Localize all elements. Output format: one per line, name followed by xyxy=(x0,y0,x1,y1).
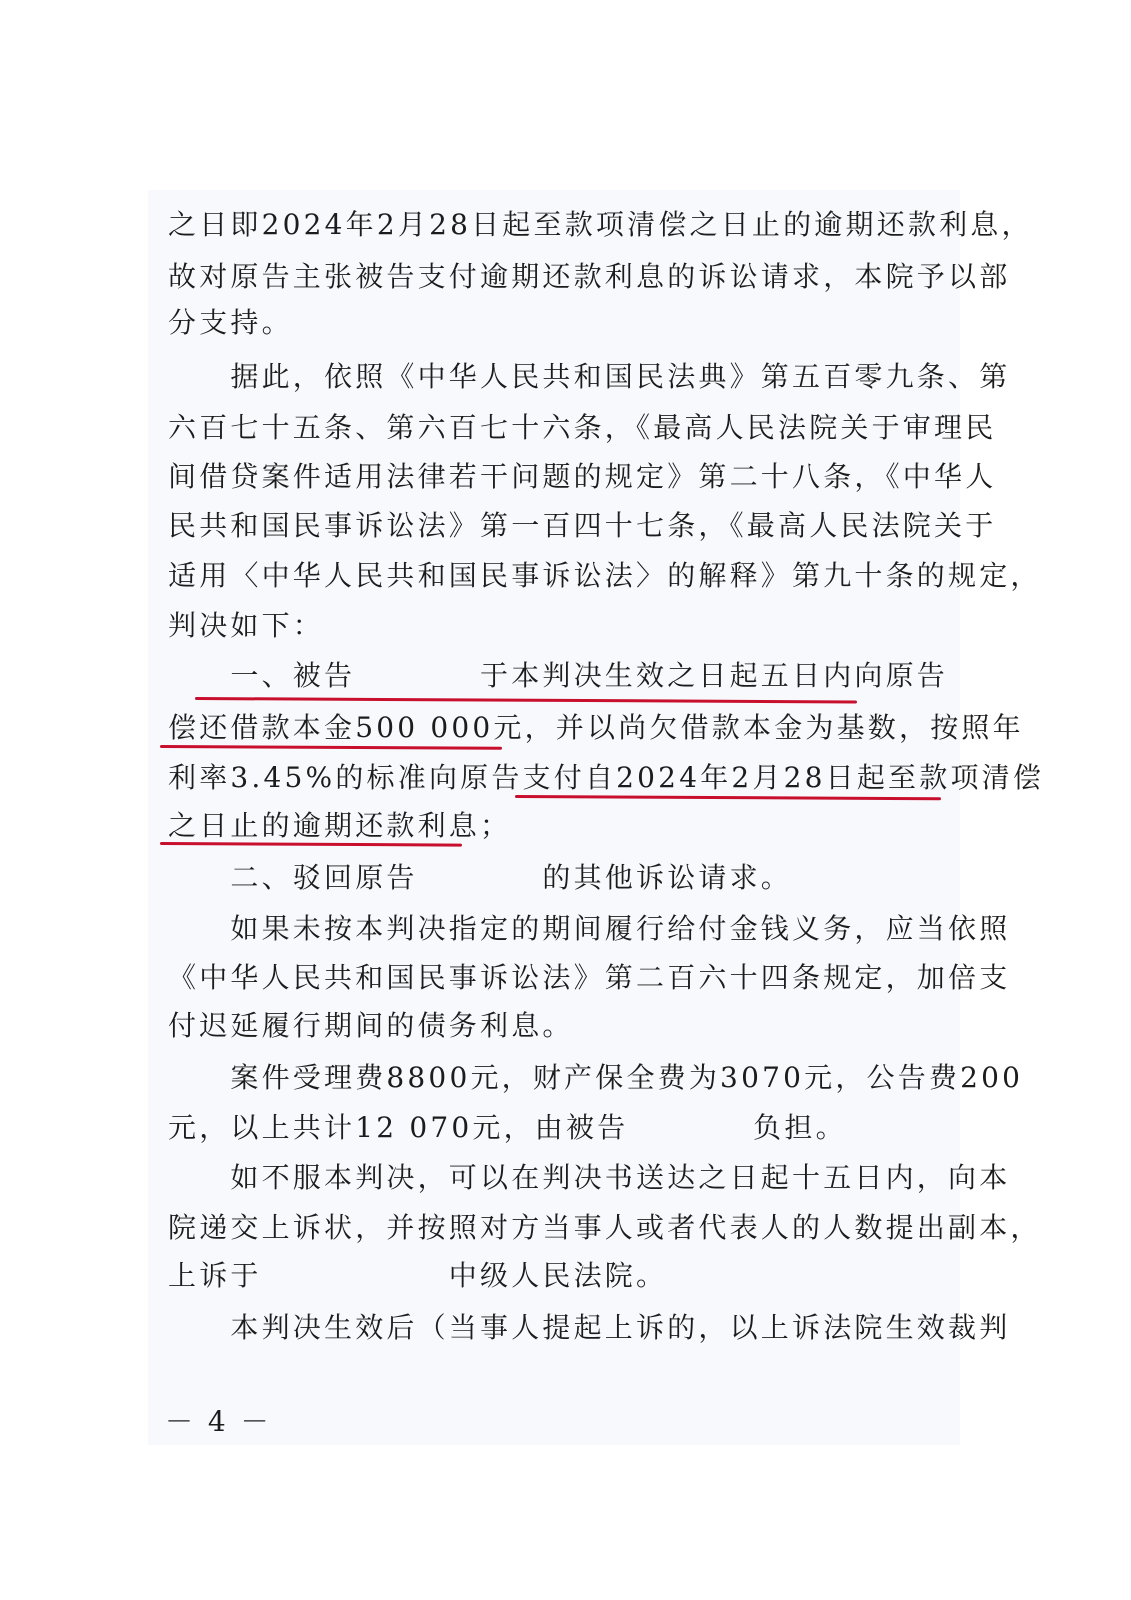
text-line-6: 间借贷案件适用法律若干问题的规定》第二十八条，《中华人 xyxy=(168,460,997,493)
text-line-8: 适用〈中华人民共和国民事诉讼法〉的解释》第九十条的规定， xyxy=(168,559,1042,592)
text-line-4: 据此，依照《中华人民共和国民法典》第五百零九条、第 xyxy=(168,360,1011,393)
text-line-14: 二、驳回原告 的其他诉讼请求。 xyxy=(168,861,793,894)
text-line-2: 故对原告主张被告支付逾期还款利息的诉讼请求，本院予以部 xyxy=(168,260,1011,293)
text-line-11: 偿还借款本金500 000元，并以尚欠借款本金为基数，按照年 xyxy=(168,711,1024,744)
text-line-19: 元，以上共计12 070元，由被告 负担。 xyxy=(168,1111,847,1144)
text-line-7: 民共和国民事诉讼法》第一百四十七条，《最高人民法院关于 xyxy=(168,509,997,542)
text-line-20: 如不服本判决，可以在判决书送达之日起十五日内，向本 xyxy=(168,1161,1011,1194)
text-line-3: 分支持。 xyxy=(168,306,293,339)
text-line-12: 利率3.45%的标准向原告支付自2024年2月28日起至款项清偿 xyxy=(168,761,1045,794)
text-line-16: 《中华人民共和国民事诉讼法》第二百六十四条规定，加倍支 xyxy=(168,961,1011,994)
text-line-18: 案件受理费8800元，财产保全费为3070元，公告费200 xyxy=(168,1061,1024,1094)
page-number: － 4 － xyxy=(165,1405,272,1438)
text-line-23: 本判决生效后（当事人提起上诉的，以上诉法院生效裁判 xyxy=(168,1311,1011,1344)
text-line-22: 上诉于 中级人民法院。 xyxy=(168,1259,668,1292)
text-line-17: 付迟延履行期间的债务利息。 xyxy=(168,1009,574,1042)
text-line-5: 六百七十五条、第六百七十六条，《最高人民法院关于审理民 xyxy=(168,411,997,444)
text-line-9: 判决如下： xyxy=(168,609,325,642)
text-line-1: 之日即2024年2月28日起至款项清偿之日止的逾期还款利息， xyxy=(168,208,1033,241)
text-line-21: 院递交上诉状，并按照对方当事人或者代表人的人数提出副本， xyxy=(168,1211,1042,1244)
text-line-10: 一、被告 于本判决生效之日起五日内向原告 xyxy=(168,659,949,692)
text-line-13: 之日止的逾期还款利息； xyxy=(168,809,512,842)
text-line-15: 如果未按本判决指定的期间履行给付金钱义务，应当依照 xyxy=(168,912,1011,945)
